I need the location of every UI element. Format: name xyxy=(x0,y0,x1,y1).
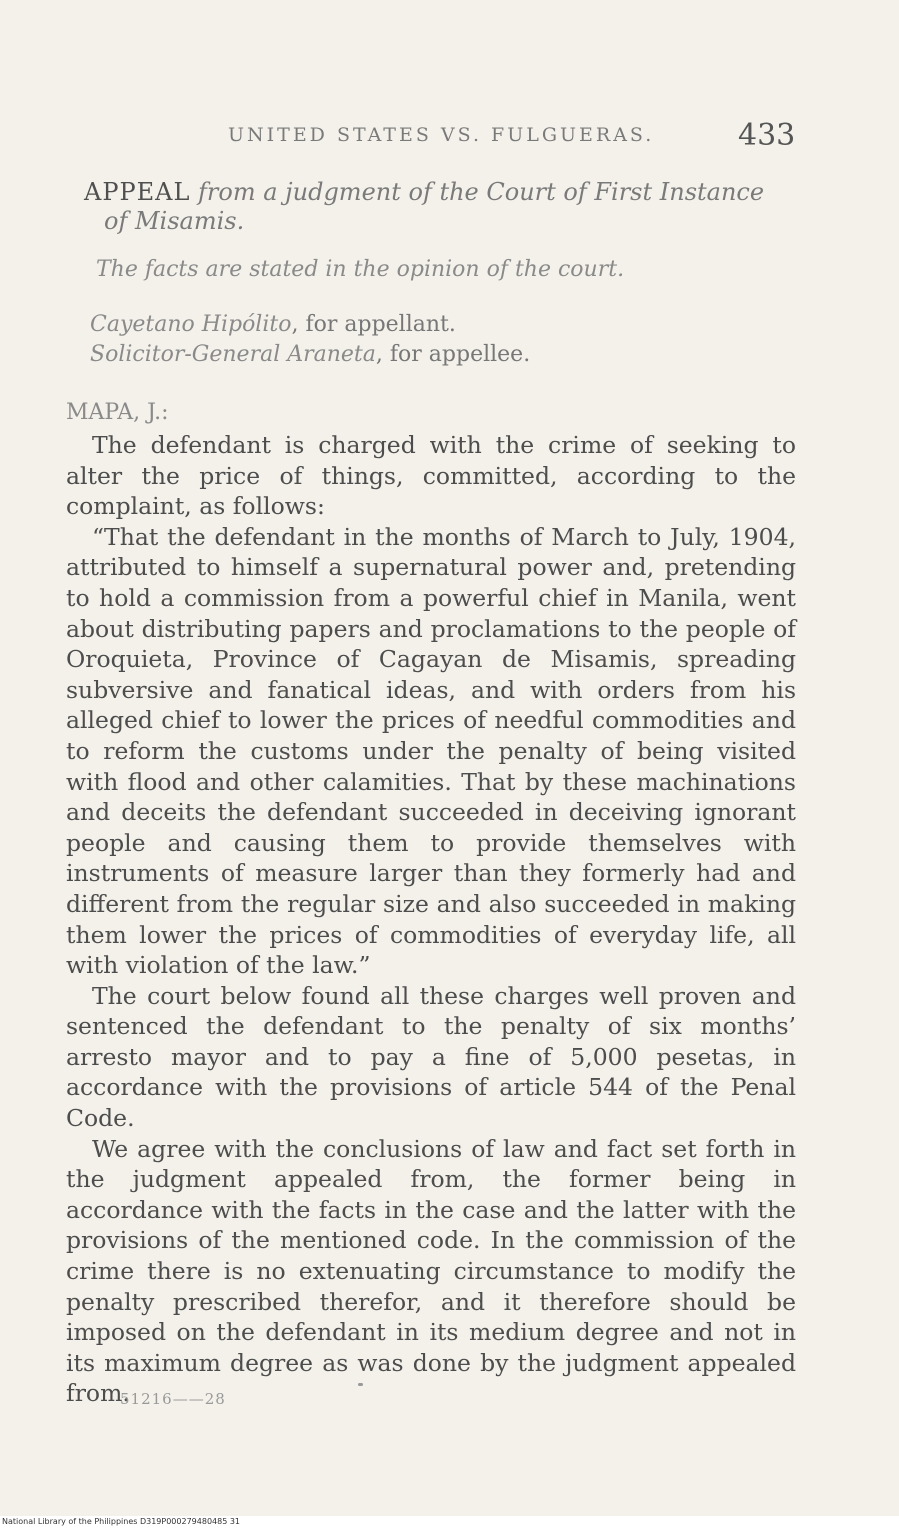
page-number: 433 xyxy=(738,118,796,153)
opinion-body xyxy=(0,430,899,1409)
facts-text: The facts are stated in the opinion of the court. xyxy=(96,257,625,282)
counsel-appellee xyxy=(0,340,899,370)
page-header xyxy=(0,118,899,158)
justice-line xyxy=(0,400,899,426)
counsel-name: Cayetano Hipólito xyxy=(90,312,292,337)
print-speck xyxy=(358,1383,363,1386)
opinion-paragraph: The defendant is charged with the crime of seeking to alter the price of things, committed, according to the complaint, as follows: xyxy=(66,431,796,521)
appeal-lead: APPEAL xyxy=(84,178,191,206)
opinion-paragraph: We agree with the conclusions of law and fact set forth in the judgment appealed from, the former being in accordance with the facts in the case and the latter with the provisions of the mentioned code. In the commission of the crime there is no extenuating circumstance to modify the penalty prescribed therefor, and it therefore should be imposed on the defendant in its medium degree and not in its maximum degree as was done by the judgment appealed from. xyxy=(66,1134,796,1408)
counsel-list xyxy=(0,310,899,370)
appeal-statement xyxy=(0,178,899,236)
opinion-paragraph: “That the defendant in the months of March to July, 1904, attributed to himself a supernatural power and, pretending to hold a commission from a powerful chief in Manila, went about distributing papers and proclamations to the people of Oroquieta, Province of Cagayan de Misamis, spreading subversive and fanatical ideas, and with orders from his alleged chief to lower the prices of needful commodities and to reform the customs under the penalty of being visited with flood and other calamities. That by these machinations and deceits the defendant succeeded in deceiving ignorant people and causing them to provide themselves with instruments of measure larger than they formerly had and different from the regular size and also succeeded in making them lower the prices of commodities of everyday life, all with violation of the law.” xyxy=(66,522,796,980)
counsel-appellant xyxy=(0,310,899,340)
counsel-name: Solicitor-General Araneta xyxy=(90,342,376,367)
facts-statement xyxy=(0,256,899,284)
signature-mark: 51216——28 xyxy=(120,1390,226,1408)
appeal-text: from a judgment of the Court of First Instance of Misamis. xyxy=(104,178,765,235)
justice-name: MAPA, J.: xyxy=(66,400,169,425)
appeal-paragraph xyxy=(0,178,794,236)
opinion-paragraph: The court below found all these charges well proven and sentenced the defendant to the penalty of six months’ arresto mayor and to pay a fine of 5,000 pesetas, in accordance with the provisions of article 544 of the Penal Code. xyxy=(66,981,796,1133)
counsel-role: , for appellant. xyxy=(291,312,456,337)
counsel-role: , for appellee. xyxy=(375,342,531,367)
running-head: UNITED STATES VS. FULGUERAS. xyxy=(228,124,655,146)
scan-footer: National Library of the Philippines D319P000279480485 31 xyxy=(0,1516,899,1528)
